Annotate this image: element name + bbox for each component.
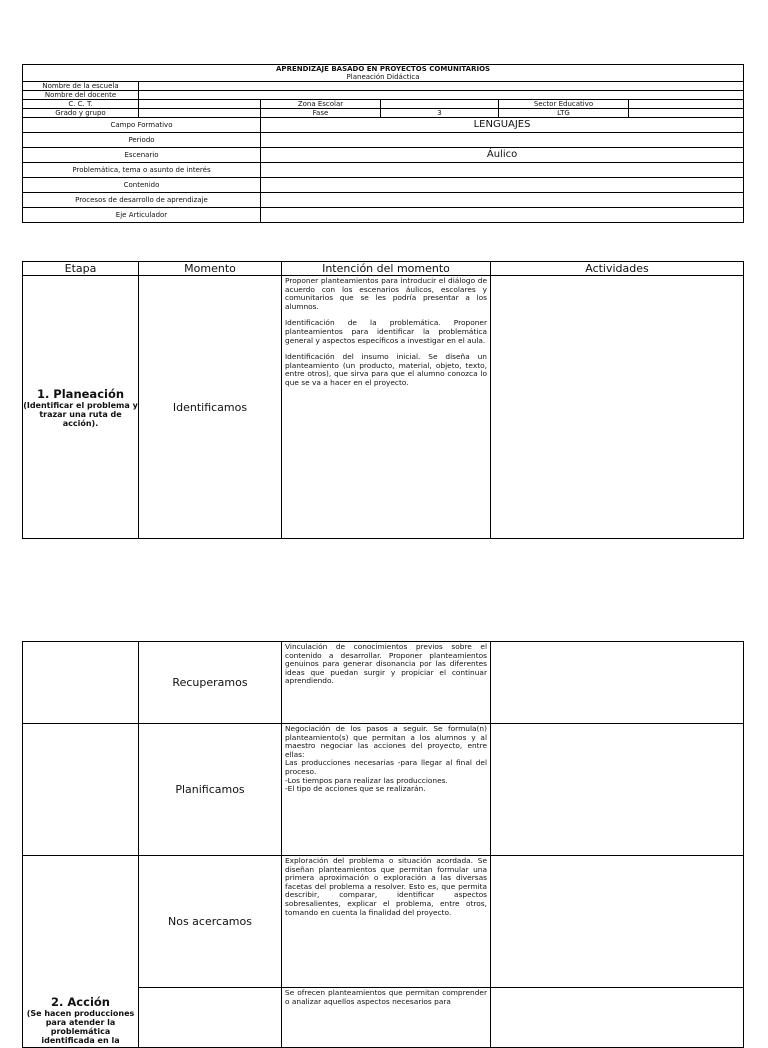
moment-blank bbox=[139, 988, 282, 1048]
fase-value[interactable]: 3 bbox=[381, 109, 499, 118]
document-title-cell bbox=[23, 65, 744, 82]
intent-recuperamos: Vinculación de conocimientos previos sobre el contenido a desarrollar. Proponer planteamientos genuinos para generar disonancia por las diferentes ideas que puedan surgir y propiciar el continuar aprendiendo. bbox=[282, 642, 491, 724]
contenido-field[interactable] bbox=[261, 178, 744, 193]
stage-cell-blank bbox=[23, 724, 139, 856]
teacher-name-label: Nombre del docente bbox=[23, 91, 139, 100]
activities-cell[interactable] bbox=[491, 856, 744, 988]
intent-line: -Los tiempos para realizar las producciones. bbox=[285, 775, 448, 785]
problematica-field[interactable] bbox=[261, 163, 744, 178]
school-name-label: Nombre de la escuela bbox=[23, 82, 139, 91]
intent-paragraph: Identificación del insumo inicial. Se diseña un planteamiento (un producto, material, objeto, texto, entre otros), que sirva para que el alumno conozca lo que se va a hacer en el proyecto. bbox=[285, 352, 487, 387]
periodo-field[interactable] bbox=[261, 133, 744, 148]
grado-grupo-label: Grado y grupo bbox=[23, 109, 139, 118]
activities-cell[interactable] bbox=[491, 642, 744, 724]
eje-articulador-field[interactable] bbox=[261, 208, 744, 223]
intent-line: Las producciones necesarias -para llegar al final del proceso. bbox=[285, 758, 487, 776]
fase-label: Fase bbox=[261, 109, 381, 118]
periodo-label: Periodo bbox=[23, 133, 261, 148]
procesos-field[interactable] bbox=[261, 193, 744, 208]
intent-identificamos bbox=[282, 276, 491, 539]
stage-table-planeacion bbox=[22, 261, 744, 539]
planning-header-table bbox=[22, 64, 744, 223]
teacher-name-field[interactable] bbox=[139, 91, 744, 100]
intent-line: Negociación de los pasos a seguir. Se formula(n) planteamiento(s) que permitan a los alumnos y al maestro negociar las acciones del proyecto, entre ellas: bbox=[285, 724, 487, 759]
stage-title: 1. Planeación bbox=[36, 386, 125, 401]
intent-comprender: Se ofrecen planteamientos que permitan comprender o analizar aquellos aspectos necesarios para bbox=[282, 988, 491, 1048]
zona-escolar-field[interactable] bbox=[381, 100, 499, 109]
moment-planificamos: Planificamos bbox=[139, 724, 282, 856]
problematica-label: Problemática, tema o asunto de interés bbox=[23, 163, 261, 178]
moment-identificamos: Identificamos bbox=[139, 276, 282, 539]
document-subtitle: Planeación Didáctica bbox=[346, 73, 420, 81]
cct-label: C. C. T. bbox=[23, 100, 139, 109]
column-header-intencion: Intención del momento bbox=[282, 262, 491, 276]
stage-subtitle: (Identificar el problema y trazar una ruta de acción). bbox=[23, 400, 138, 428]
stage-title: 2. Acción bbox=[51, 995, 110, 1009]
ltg-label: LTG bbox=[499, 109, 629, 118]
sector-educativo-field[interactable] bbox=[629, 100, 744, 109]
stage-cell-planeacion bbox=[23, 276, 139, 539]
intent-paragraph: Proponer planteamientos para introducir el diálogo de acuerdo con los escenarios áulicos, escolares y comunitarios que se les podría presentar a los alumnos. bbox=[285, 276, 487, 311]
intent-nos-acercamos: Exploración del problema o situación acordada. Se diseñan planteamientos que permitan formular una primera aproximación o exploración a las diversas facetas del problema a resolver. Esto es, que permita describir, comparar, identificar aspectos sobresalientes, explicar el problema, entre otros, tomando en cuenta la finalidad del proyecto. bbox=[282, 856, 491, 988]
eje-articulador-label: Eje Articulador bbox=[23, 208, 261, 223]
activities-cell[interactable] bbox=[491, 276, 744, 539]
intent-paragraph: Identificación de la problemática. Proponer planteamientos para identificar la problemática general y aspectos específicos a investigar en el aula. bbox=[285, 318, 487, 345]
stage-cell-blank bbox=[23, 642, 139, 724]
stage-table-accion bbox=[22, 641, 744, 1048]
document-title: APRENDIZAJE BASADO EN PROYECTOS COMUNITARIOS bbox=[276, 65, 491, 73]
campo-formativo-value[interactable]: LENGUAJES bbox=[261, 118, 744, 133]
column-header-actividades: Actividades bbox=[491, 262, 744, 276]
zona-escolar-label: Zona Escolar bbox=[261, 100, 381, 109]
ltg-field[interactable] bbox=[629, 109, 744, 118]
grado-grupo-field[interactable] bbox=[139, 109, 261, 118]
moment-recuperamos: Recuperamos bbox=[139, 642, 282, 724]
escenario-label: Escenario bbox=[23, 148, 261, 163]
escenario-value[interactable]: Áulico bbox=[261, 148, 744, 163]
cct-field[interactable] bbox=[139, 100, 261, 109]
sector-educativo-label: Sector Educativo bbox=[499, 100, 629, 109]
moment-nos-acercamos: Nos acercamos bbox=[139, 856, 282, 988]
stage-cell-accion bbox=[23, 856, 139, 1048]
stage-subtitle: (Se hacen producciones para atender la problemática identificada en la bbox=[26, 1009, 135, 1045]
column-header-etapa: Etapa bbox=[23, 262, 139, 276]
activities-cell[interactable] bbox=[491, 724, 744, 856]
intent-line: -El tipo de acciones que se realizarán. bbox=[285, 784, 426, 794]
school-name-field[interactable] bbox=[139, 82, 744, 91]
column-header-momento: Momento bbox=[139, 262, 282, 276]
contenido-label: Contenido bbox=[23, 178, 261, 193]
intent-planificamos bbox=[282, 724, 491, 856]
campo-formativo-label: Campo Formativo bbox=[23, 118, 261, 133]
activities-cell[interactable] bbox=[491, 988, 744, 1048]
procesos-label: Procesos de desarrollo de aprendizaje bbox=[23, 193, 261, 208]
